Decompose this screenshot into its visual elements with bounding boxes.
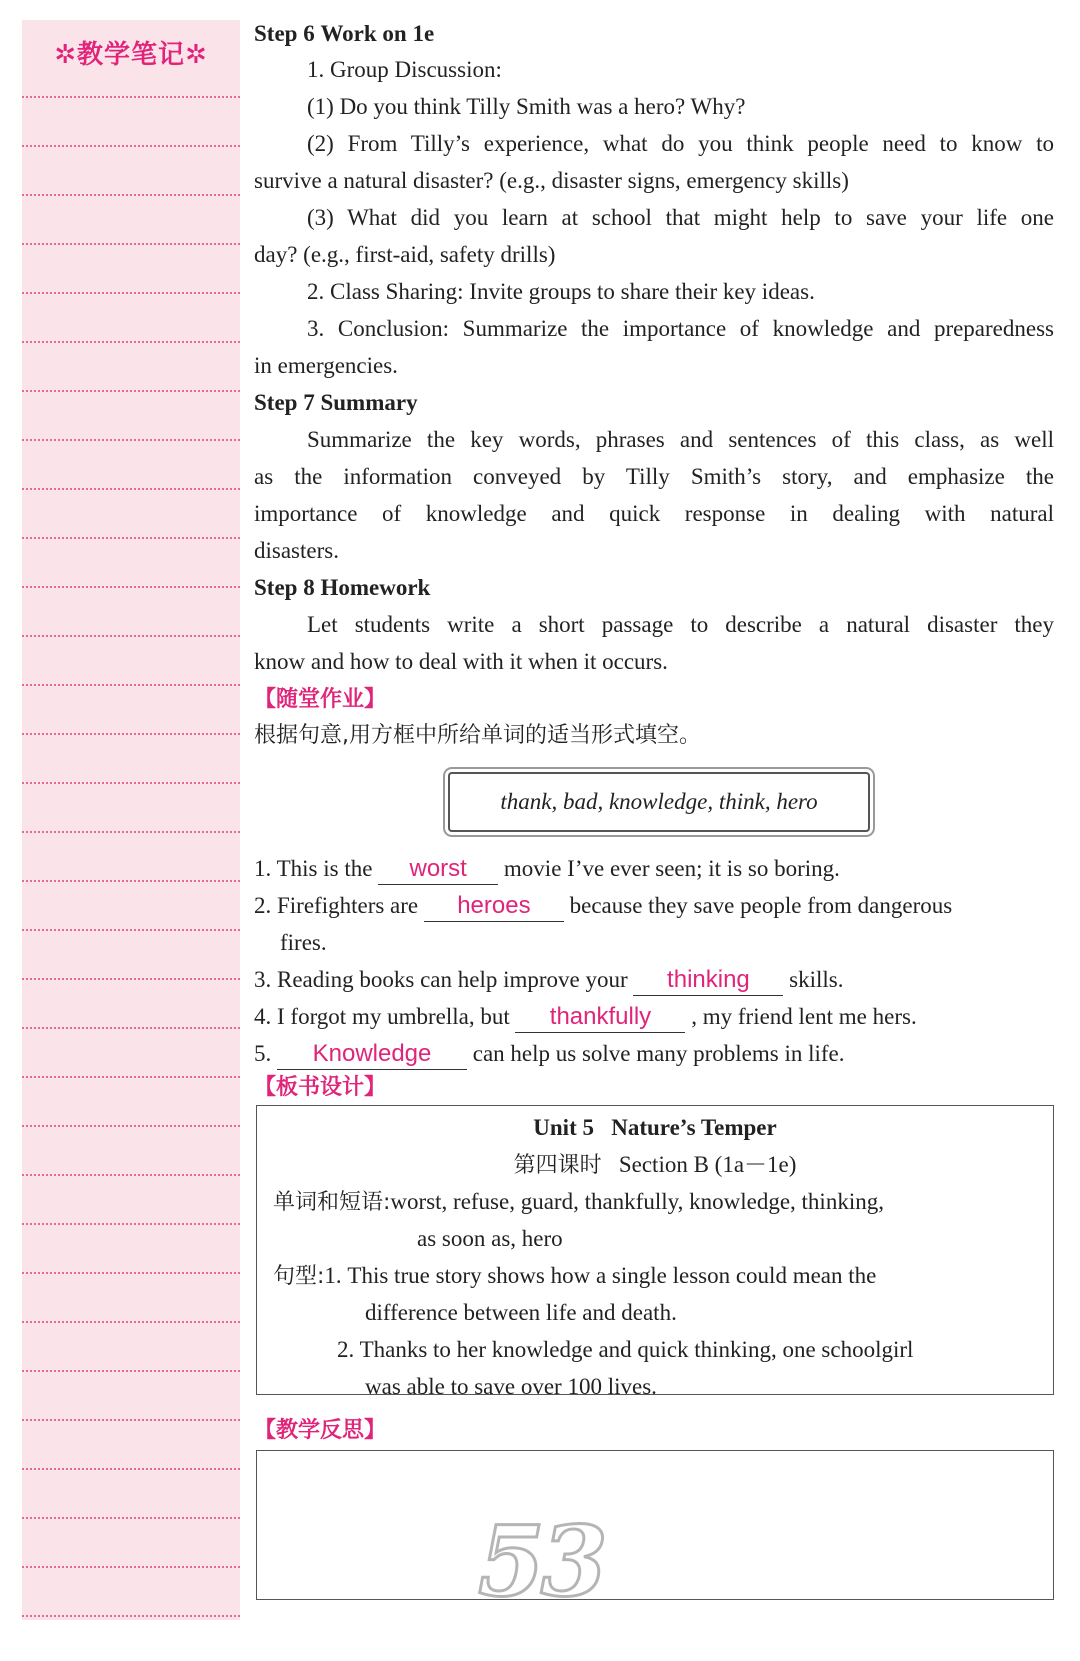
notes-line (22, 96, 240, 98)
notes-line (22, 733, 240, 735)
answer-blank[interactable]: worst (378, 854, 498, 885)
page-number: 53 (478, 1505, 604, 1618)
notes-line (22, 880, 240, 882)
board-pattern-1-cont: difference between life and death. (365, 1300, 677, 1325)
notes-column (22, 20, 240, 1620)
board-unit: Unit 5 Nature’s Temper (533, 1115, 777, 1140)
exercise-item-1: 1. This is the worst movie I’ve ever seen; it is so boring. (254, 851, 1054, 887)
group-discussion-label: 1. Group Discussion: (307, 57, 502, 82)
conclusion-line1: 3. Conclusion: Summarize the importance of knowledge and preparedness (307, 316, 1054, 341)
summary-line3: importance of knowledge and quick response in dealing with natural (254, 501, 1054, 526)
board-vocab: 单词和短语:worst, refuse, guard, thankfully, knowledge, thinking, (273, 1189, 884, 1215)
summary-line1: Summarize the key words, phrases and sentences of this class, as well (307, 427, 1054, 452)
exercise-item-2: 2. Firefighters are heroes because they save people from dangerous (254, 888, 1054, 924)
notes-line (22, 782, 240, 784)
notes-line (22, 341, 240, 343)
notes-line (22, 488, 240, 490)
notes-line (22, 1517, 240, 1519)
answer-blank[interactable]: Knowledge (277, 1039, 467, 1070)
notes-line (22, 1321, 240, 1323)
board-design-box (256, 1105, 1054, 1399)
notes-line (22, 978, 240, 980)
notes-line (22, 1027, 240, 1029)
notes-line (22, 1419, 240, 1421)
notes-line (22, 1566, 240, 1568)
notes-line (22, 1223, 240, 1225)
notes-line (22, 1370, 240, 1372)
exercise-instruction: 根据句意,用方框中所给单词的适当形式填空。 (254, 723, 701, 748)
notes-line (22, 1615, 240, 1617)
board-tag: 【板书设计】 (254, 1075, 387, 1100)
notes-line (22, 145, 240, 147)
class-sharing: 2. Class Sharing: Invite groups to share their key ideas. (307, 279, 815, 304)
exercise-tag: 【随堂作业】 (254, 687, 387, 712)
question-3-line1: (3) What did you learn at school that might help to save your life one (307, 205, 1054, 230)
step-title: Work on 1e (320, 21, 435, 46)
notes-line (22, 1272, 240, 1274)
notes-line (22, 1125, 240, 1127)
homework-line2: know and how to deal with it when it occurs. (254, 649, 668, 674)
step-label: Step 6 (254, 21, 315, 46)
question-3-line2: day? (e.g., first-aid, safety drills) (254, 242, 556, 267)
notes-line (22, 684, 240, 686)
summary-line2: as the information conveyed by Tilly Smith’s story, and emphasize the (254, 464, 1054, 489)
answer-blank[interactable]: thankfully (515, 1002, 685, 1033)
notes-line (22, 1076, 240, 1078)
answer-blank[interactable]: heroes (424, 891, 564, 922)
notes-line (22, 635, 240, 637)
question-1: (1) Do you think Tilly Smith was a hero? Why? (307, 94, 746, 119)
exercise-item-5: 5. Knowledge can help us solve many problems in life. (254, 1036, 1054, 1072)
notes-line (22, 194, 240, 196)
board-pattern-2: 2. Thanks to her knowledge and quick thinking, one schoolgirl (337, 1337, 914, 1362)
step6-heading (254, 16, 1054, 52)
step-label: Step 7 (254, 390, 315, 415)
notes-line (22, 1468, 240, 1470)
step8-heading (254, 570, 1054, 606)
notes-line (22, 586, 240, 588)
reflection-tag: 【教学反思】 (254, 1418, 387, 1443)
notes-line (22, 390, 240, 392)
notes-title: ✲教学笔记✲ (54, 40, 208, 70)
summary-line4: disasters. (254, 538, 339, 563)
board-vocab-cont: as soon as, hero (417, 1226, 563, 1251)
exercise-item-4: 4. I forgot my umbrella, but thankfully , my friend lent me hers. (254, 999, 1054, 1035)
notes-line (22, 929, 240, 931)
step-title: Summary (320, 390, 418, 415)
board-lesson: 第四课时 Section B (1a－1e) (513, 1152, 797, 1178)
board-pattern-2-cont: was able to save over 100 lives. (365, 1374, 657, 1399)
step-title: Homework (320, 575, 431, 600)
reflection-box[interactable] (256, 1450, 1054, 1600)
conclusion-line2: in emergencies. (254, 353, 398, 378)
exercise-item-3: 3. Reading books can help improve your thinking skills. (254, 962, 1054, 998)
notes-line (22, 537, 240, 539)
answer-blank[interactable]: thinking (633, 965, 783, 996)
board-pattern-1: 句型:1. This true story shows how a single lesson could mean the (273, 1263, 877, 1289)
notes-line (22, 1174, 240, 1176)
question-2-line2: survive a natural disaster? (e.g., disaster signs, emergency skills) (254, 168, 849, 193)
exercise-item-2-cont: fires. (280, 930, 327, 955)
homework-line1: Let students write a short passage to describe a natural disaster they (307, 612, 1054, 637)
notes-line (22, 831, 240, 833)
step-label: Step 8 (254, 575, 315, 600)
step7-heading (254, 385, 1054, 421)
notes-line (22, 243, 240, 245)
word-box: thank, bad, knowledge, think, hero (448, 772, 870, 832)
notes-line (22, 292, 240, 294)
notes-line (22, 439, 240, 441)
question-2-line1: (2) From Tilly’s experience, what do you think people need to know to (307, 131, 1054, 156)
